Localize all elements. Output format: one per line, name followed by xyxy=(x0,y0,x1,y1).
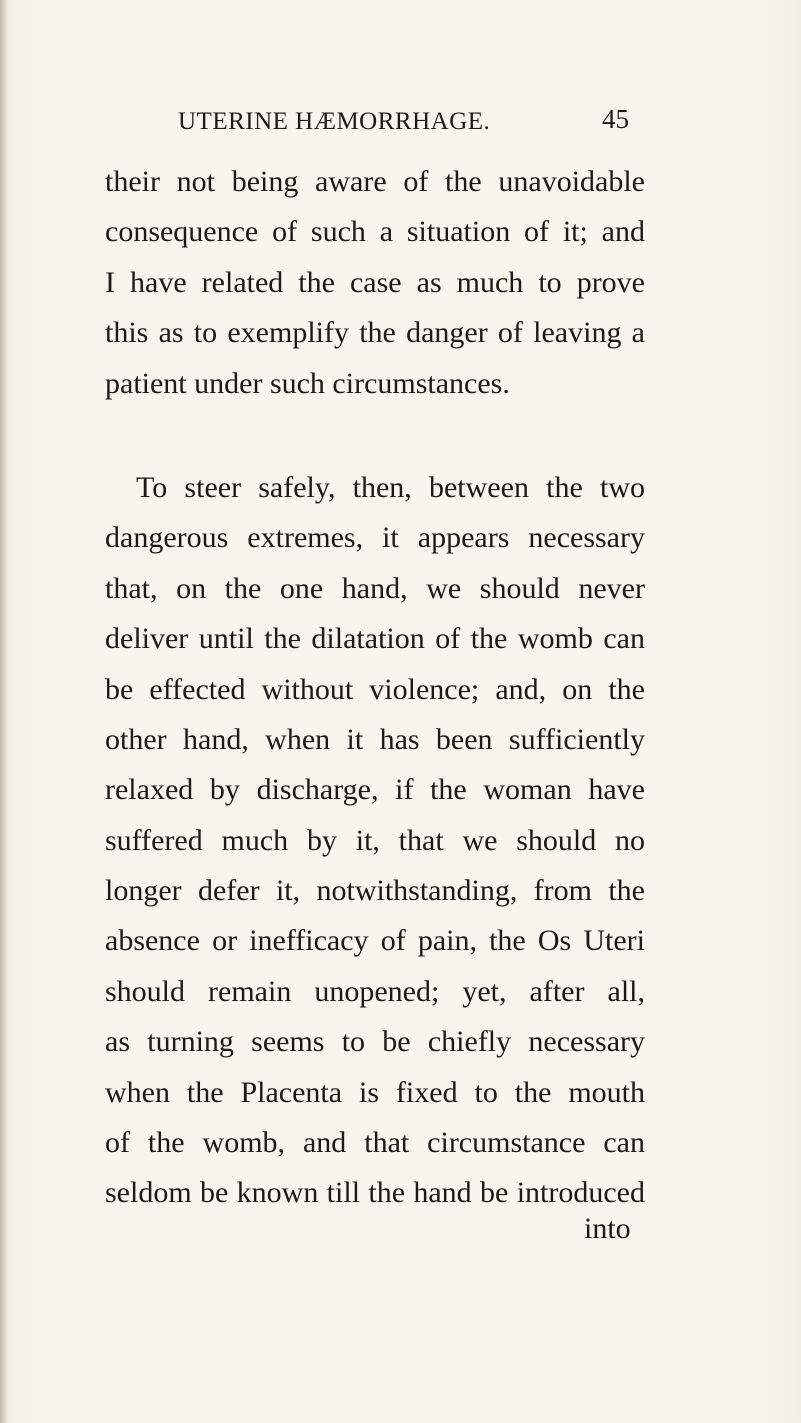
text-line: this as to exemplify the danger of leaving a xyxy=(105,316,645,350)
text-line: I have related the case as much to prove xyxy=(105,265,645,299)
text-line: their not being aware of the unavoidable xyxy=(105,165,645,198)
text-line: patient under such circumstances. xyxy=(105,366,510,400)
text-line: longer defer it, notwithstanding, from the xyxy=(105,874,645,908)
text-line: deliver until the dilatation of the womb can xyxy=(105,622,645,656)
text-line: be effected without violence; and, on the xyxy=(105,672,645,706)
catchword: into xyxy=(584,1212,631,1245)
text-line: should remain unopened; yet, after all, xyxy=(105,974,645,1008)
running-head xyxy=(0,104,801,148)
gutter-shadow xyxy=(0,0,8,1423)
text-line: seldom be known till the hand be introduced xyxy=(105,1176,645,1210)
paragraph-1 xyxy=(105,157,645,409)
text-line: as turning seems to be chiefly necessary xyxy=(105,1025,645,1059)
text-line: consequence of such a situation of it; and xyxy=(105,215,645,249)
text-line: dangerous extremes, it appears necessary xyxy=(105,521,645,555)
text-line: of the womb, and that circumstance can xyxy=(105,1126,645,1160)
text-line: when the Placenta is fixed to the mouth xyxy=(105,1075,645,1109)
text-line: suffered much by it, that we should no xyxy=(105,823,645,857)
text-line: that, on the one hand, we should never xyxy=(105,571,645,605)
text-line: other hand, when it has been sufficiently xyxy=(105,722,645,756)
paragraph-2 xyxy=(105,463,645,1219)
text-line: relaxed by discharge, if the woman have xyxy=(105,773,645,807)
page-number: 45 xyxy=(602,104,629,134)
text-line: absence or inefficacy of pain, the Os Uteri xyxy=(105,924,645,958)
body-text xyxy=(105,157,645,1219)
running-title: UTERINE HÆMORRHAGE. xyxy=(178,108,491,135)
paragraph-gap xyxy=(105,409,645,463)
text-line: To steer safely, then, between the two xyxy=(136,470,645,504)
